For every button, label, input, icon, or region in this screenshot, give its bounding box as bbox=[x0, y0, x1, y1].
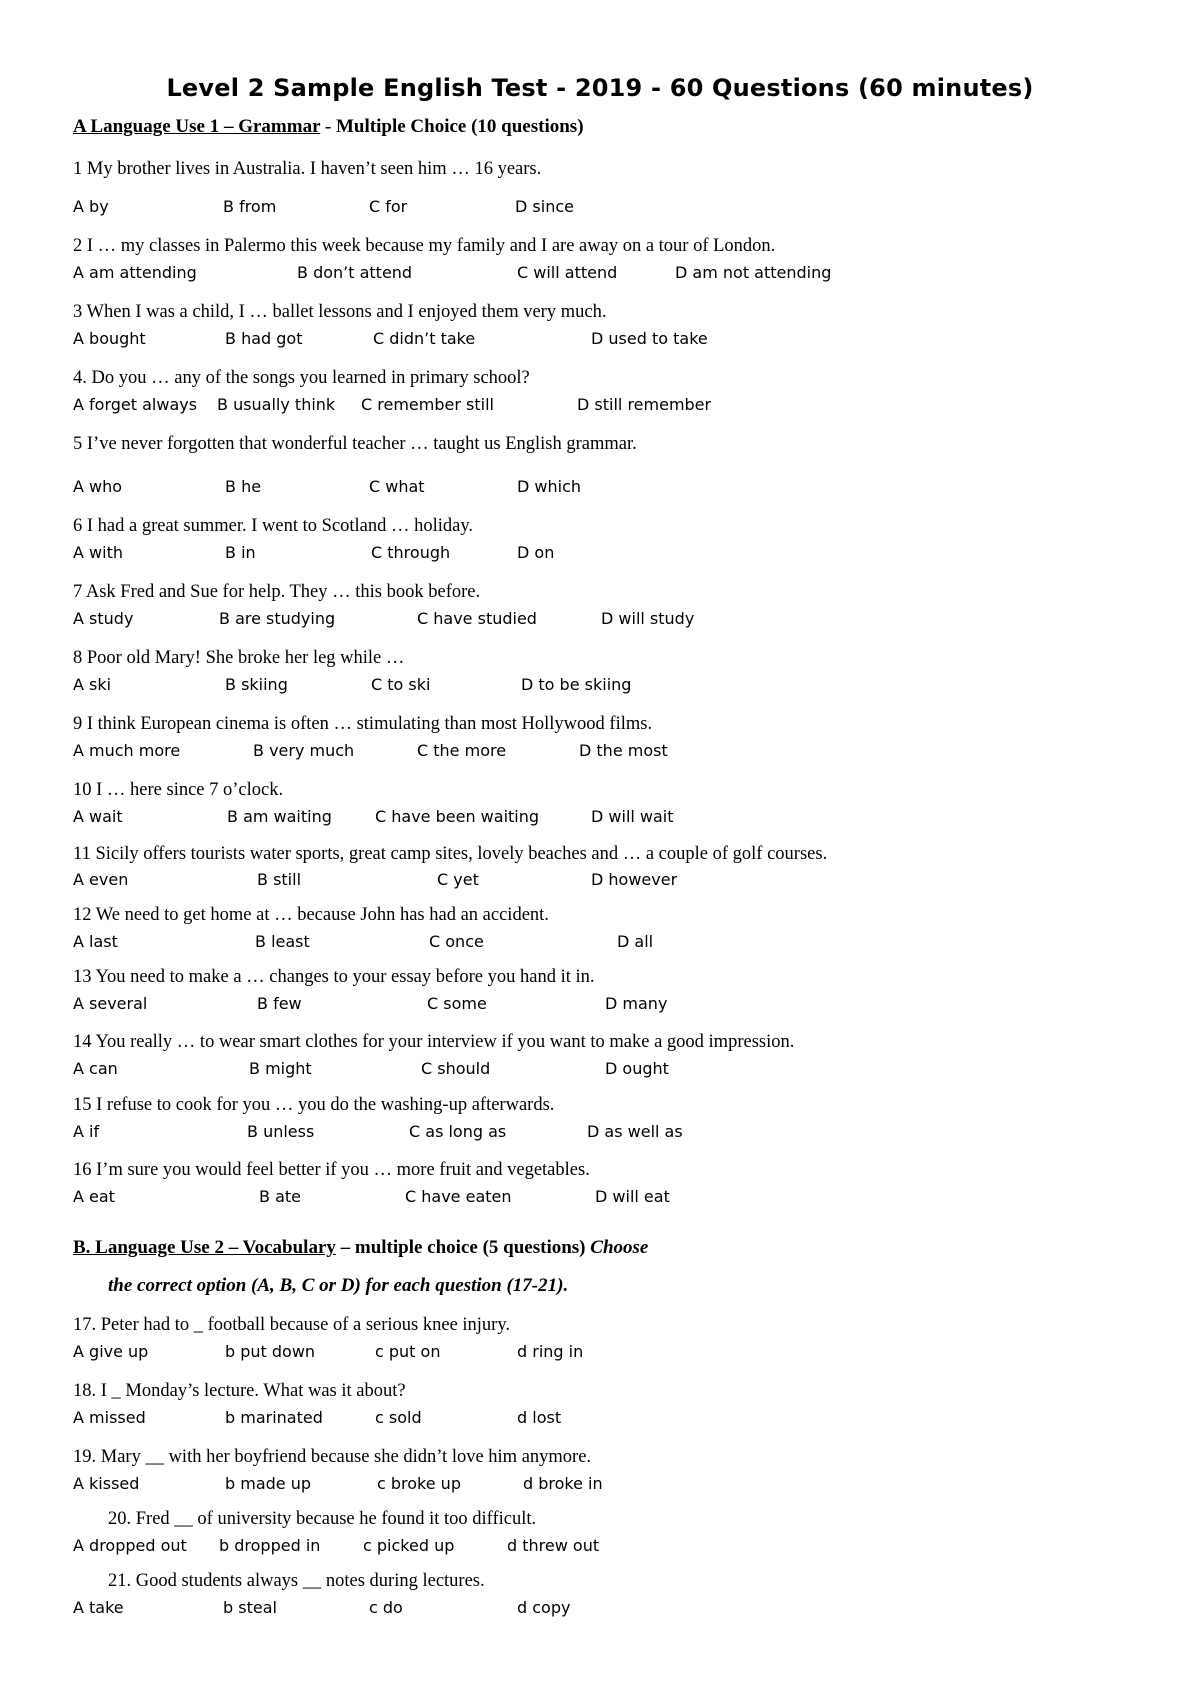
question-17: 17. Peter had to _ football because of a serious knee injury. bbox=[73, 1315, 511, 1335]
option: B he bbox=[225, 477, 262, 496]
question-7-options bbox=[0, 609, 1200, 633]
option: B skiing bbox=[225, 675, 288, 694]
option: D which bbox=[517, 477, 582, 496]
question-16-options bbox=[0, 1187, 1200, 1211]
question-5: 5 I’ve never forgotten that wonderful teacher … taught us English grammar. bbox=[73, 434, 637, 454]
option: D used to take bbox=[591, 329, 708, 348]
option: B am waiting bbox=[227, 807, 332, 826]
option: C some bbox=[427, 994, 487, 1013]
question-6: 6 I had a great summer. I went to Scotland … holiday. bbox=[73, 516, 474, 536]
question-20: 20. Fred __ of university because he found it too difficult. bbox=[108, 1509, 537, 1529]
option: b dropped in bbox=[219, 1536, 321, 1555]
question-15: 15 I refuse to cook for you … you do the washing-up afterwards. bbox=[73, 1095, 555, 1115]
option: A wait bbox=[73, 807, 123, 826]
question-18-options bbox=[0, 1408, 1200, 1432]
option: D however bbox=[591, 870, 678, 889]
section-b-rest: – multiple choice (5 questions) bbox=[335, 1237, 591, 1258]
question-18: 18. I _ Monday’s lecture. What was it about? bbox=[73, 1381, 406, 1401]
question-4: 4. Do you … any of the songs you learned in primary school? bbox=[73, 368, 530, 388]
question-8: 8 Poor old Mary! She broke her leg while … bbox=[73, 648, 405, 668]
option: D as well as bbox=[587, 1122, 683, 1141]
option: B from bbox=[223, 197, 277, 216]
option: d copy bbox=[517, 1598, 571, 1617]
option: A missed bbox=[73, 1408, 146, 1427]
question-16: 16 I’m sure you would feel better if you … more fruit and vegetables. bbox=[73, 1160, 590, 1180]
option: A can bbox=[73, 1059, 118, 1078]
option: C for bbox=[369, 197, 408, 216]
question-3: 3 When I was a child, I … ballet lessons and I enjoyed them very much. bbox=[73, 302, 607, 322]
question-19-options bbox=[0, 1474, 1200, 1498]
option: d broke in bbox=[523, 1474, 603, 1493]
option: B few bbox=[257, 994, 302, 1013]
option: D many bbox=[605, 994, 668, 1013]
option: B don’t attend bbox=[297, 263, 413, 282]
option: A if bbox=[73, 1122, 100, 1141]
option: D will wait bbox=[591, 807, 674, 826]
question-5-options bbox=[0, 477, 1200, 501]
option: B ate bbox=[259, 1187, 301, 1206]
question-2-options bbox=[0, 263, 1200, 287]
option: B unless bbox=[247, 1122, 315, 1141]
question-12-options bbox=[0, 932, 1200, 956]
option: C what bbox=[369, 477, 425, 496]
question-15-options bbox=[0, 1122, 1200, 1146]
option: A last bbox=[73, 932, 118, 951]
section-b-instruction-start: Choose bbox=[590, 1237, 649, 1258]
option: b made up bbox=[225, 1474, 312, 1493]
question-12: 12 We need to get home at … because John has had an accident. bbox=[73, 905, 549, 925]
page-title: Level 2 Sample English Test - 2019 - 60 Questions (60 minutes) bbox=[166, 74, 1034, 102]
option: B still bbox=[257, 870, 302, 889]
option: A by bbox=[73, 197, 109, 216]
option: C will attend bbox=[517, 263, 618, 282]
option: b marinated bbox=[225, 1408, 323, 1427]
question-10: 10 I … here since 7 o’clock. bbox=[73, 780, 284, 800]
option: A study bbox=[73, 609, 134, 628]
option: C as long as bbox=[409, 1122, 507, 1141]
question-3-options bbox=[0, 329, 1200, 353]
option: A even bbox=[73, 870, 129, 889]
option: C have eaten bbox=[405, 1187, 512, 1206]
option: A bought bbox=[73, 329, 146, 348]
question-8-options bbox=[0, 675, 1200, 699]
option: D will study bbox=[601, 609, 695, 628]
option: b steal bbox=[223, 1598, 277, 1617]
question-13: 13 You need to make a … changes to your essay before you hand it in. bbox=[73, 967, 595, 987]
option: C have been waiting bbox=[375, 807, 540, 826]
option: C the more bbox=[417, 741, 507, 760]
option: A forget always bbox=[73, 395, 198, 414]
option: A take bbox=[73, 1598, 124, 1617]
section-b-label: B. Language Use 2 – Vocabulary bbox=[73, 1237, 336, 1258]
option: B least bbox=[255, 932, 310, 951]
option: A eat bbox=[73, 1187, 115, 1206]
option: B had got bbox=[225, 329, 303, 348]
option: D to be skiing bbox=[521, 675, 632, 694]
option: A dropped out bbox=[73, 1536, 187, 1555]
option: A who bbox=[73, 477, 123, 496]
option: B in bbox=[225, 543, 256, 562]
section-a-label: A Language Use 1 – Grammar bbox=[73, 116, 321, 137]
question-7: 7 Ask Fred and Sue for help. They … this book before. bbox=[73, 582, 481, 602]
option: D still remember bbox=[577, 395, 712, 414]
option: c broke up bbox=[377, 1474, 461, 1493]
option: D ought bbox=[605, 1059, 669, 1078]
question-1-options bbox=[0, 197, 1200, 221]
question-9: 9 I think European cinema is often … stimulating than most Hollywood films. bbox=[73, 714, 653, 734]
option: A am attending bbox=[73, 263, 197, 282]
option: D on bbox=[517, 543, 555, 562]
question-14-options bbox=[0, 1059, 1200, 1083]
option: d ring in bbox=[517, 1342, 584, 1361]
option: B very much bbox=[253, 741, 355, 760]
option: A several bbox=[73, 994, 148, 1013]
option: c picked up bbox=[363, 1536, 455, 1555]
question-6-options bbox=[0, 543, 1200, 567]
question-13-options bbox=[0, 994, 1200, 1018]
option: C through bbox=[371, 543, 451, 562]
option: D will eat bbox=[595, 1187, 670, 1206]
option: A much more bbox=[73, 741, 181, 760]
option: c sold bbox=[375, 1408, 422, 1427]
option: C didn’t take bbox=[373, 329, 476, 348]
question-4-options bbox=[0, 395, 1200, 419]
option: C once bbox=[429, 932, 484, 951]
option: D all bbox=[617, 932, 654, 951]
question-2: 2 I … my classes in Palermo this week because my family and I are away on a tour of London. bbox=[73, 236, 776, 256]
section-a-heading bbox=[73, 116, 584, 138]
option: D am not attending bbox=[675, 263, 832, 282]
option: D the most bbox=[579, 741, 668, 760]
question-21: 21. Good students always __ notes during lectures. bbox=[108, 1571, 485, 1591]
option: c do bbox=[369, 1598, 403, 1617]
section-b-instruction bbox=[108, 1275, 568, 1297]
option: d threw out bbox=[507, 1536, 600, 1555]
question-17-options bbox=[0, 1342, 1200, 1366]
question-9-options bbox=[0, 741, 1200, 765]
option: d lost bbox=[517, 1408, 562, 1427]
question-14: 14 You really … to wear smart clothes for your interview if you want to make a good impression. bbox=[73, 1032, 795, 1052]
option: B are studying bbox=[219, 609, 336, 628]
question-20-options bbox=[0, 1536, 1200, 1560]
option: b put down bbox=[225, 1342, 316, 1361]
option: c put on bbox=[375, 1342, 441, 1361]
question-21-options bbox=[0, 1598, 1200, 1622]
option: C remember still bbox=[361, 395, 494, 414]
option: B usually think bbox=[217, 395, 336, 414]
question-11-options bbox=[0, 870, 1200, 894]
option: C yet bbox=[437, 870, 479, 889]
option: A with bbox=[73, 543, 123, 562]
question-19: 19. Mary __ with her boyfriend because she didn’t love him anymore. bbox=[73, 1447, 592, 1467]
section-b-heading bbox=[73, 1237, 648, 1259]
option: D since bbox=[515, 197, 574, 216]
section-b-instruction-rest: the correct option (A, B, C or D) for each question (17-21). bbox=[108, 1275, 569, 1296]
option: A kissed bbox=[73, 1474, 140, 1493]
option: C should bbox=[421, 1059, 491, 1078]
option: C have studied bbox=[417, 609, 537, 628]
section-a-rest: - Multiple Choice (10 questions) bbox=[320, 116, 584, 137]
question-10-options bbox=[0, 807, 1200, 831]
question-1: 1 My brother lives in Australia. I haven’t seen him … 16 years. bbox=[73, 159, 542, 179]
option: A give up bbox=[73, 1342, 149, 1361]
option: C to ski bbox=[371, 675, 431, 694]
option: B might bbox=[249, 1059, 312, 1078]
option: A ski bbox=[73, 675, 112, 694]
question-11: 11 Sicily offers tourists water sports, great camp sites, lovely beaches and … a couple of golf courses. bbox=[73, 844, 828, 864]
